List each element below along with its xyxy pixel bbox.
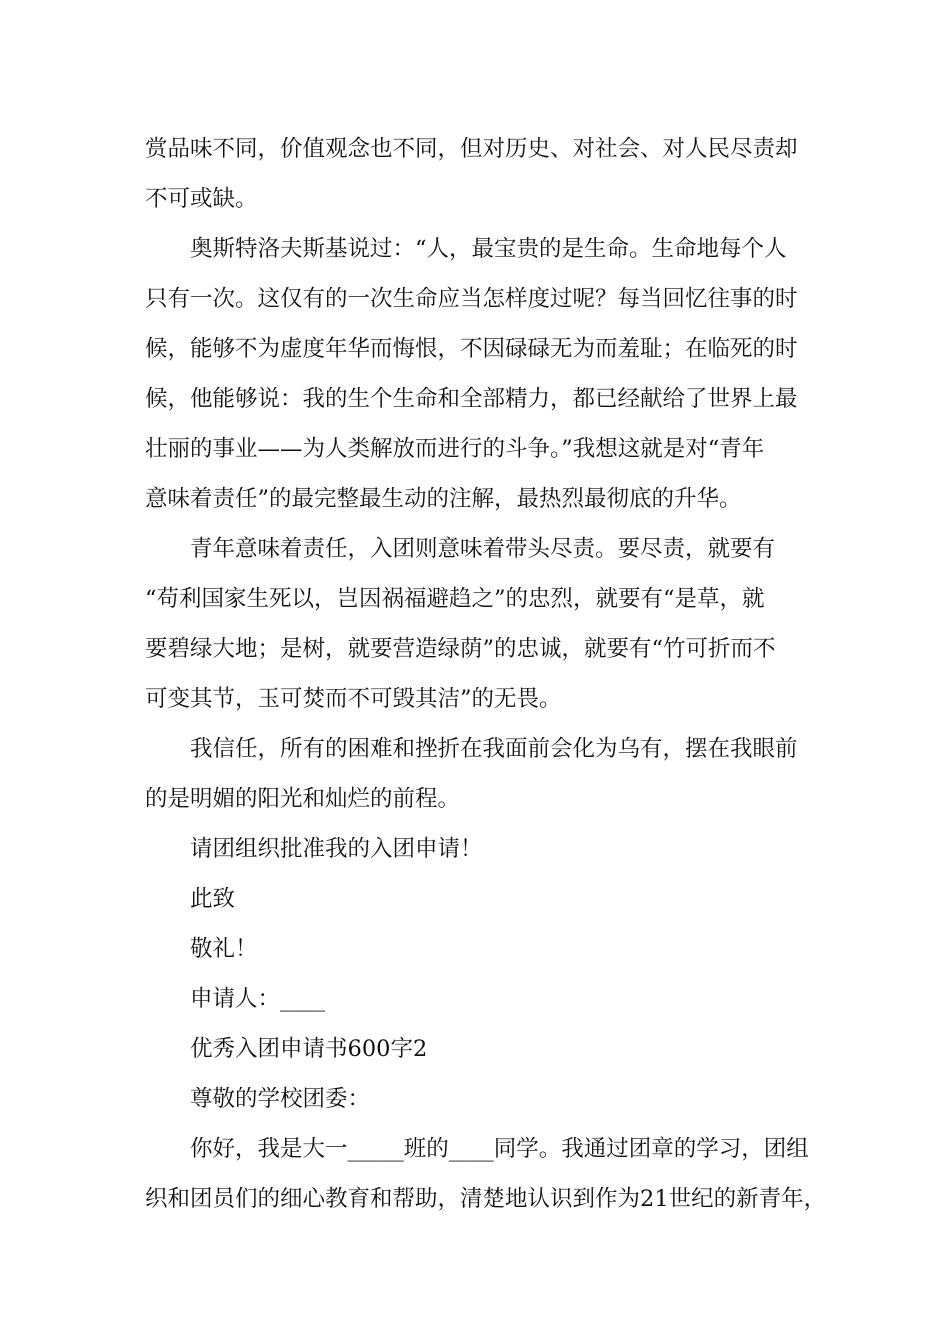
text-line: 请团组织批准我的入团申请！ bbox=[190, 836, 483, 862]
paragraph-youth-responsibility bbox=[145, 524, 830, 724]
closing-salutation bbox=[145, 874, 830, 924]
text-line: 申请人：____ bbox=[190, 986, 326, 1012]
text-line: 壮丽的事业——为人类解放而进行的斗争。”我想这就是对“青年 bbox=[145, 436, 765, 462]
text-line: 尊敬的学校团委： bbox=[190, 1086, 371, 1112]
closing-regards bbox=[145, 924, 830, 974]
text-line: 候，他能够说：我的生个生命和全部精力，都已经献给了世界上最 bbox=[145, 386, 798, 412]
text-line: 敬礼！ bbox=[190, 936, 258, 962]
text-line: 此致 bbox=[190, 886, 236, 912]
text-line: 的是明媚的阳光和灿烂的前程。 bbox=[145, 786, 461, 812]
section-heading bbox=[145, 1024, 830, 1074]
letter-greeting bbox=[145, 1074, 830, 1124]
applicant-signature bbox=[145, 974, 830, 1024]
text-line: 候，能够不为虚度年华而悔恨，不因碌碌无为而羞耻；在临死的时 bbox=[145, 336, 798, 362]
text-line: 我信任，所有的困难和挫折在我面前会化为乌有，摆在我眼前 bbox=[190, 736, 798, 762]
paragraph-introduction bbox=[145, 1124, 830, 1224]
paragraph-belief bbox=[145, 724, 830, 824]
document-body bbox=[145, 124, 830, 1224]
text-line: 织和团员们的细心教育和帮助，清楚地认识到作为21世纪的新青年， bbox=[145, 1186, 827, 1212]
text-line: 可变其节，玉可焚而不可毁其洁”的无畏。 bbox=[145, 686, 562, 712]
paragraph-request bbox=[145, 824, 830, 874]
text-line: 赏品味不同，价值观念也不同，但对历史、对社会、对人民尽责却 bbox=[145, 136, 798, 162]
paragraph-continuation bbox=[145, 124, 830, 224]
paragraph-ostrovsky-quote bbox=[145, 224, 830, 524]
text-line: 优秀入团申请书600字2 bbox=[190, 1036, 428, 1062]
text-line: 青年意味着责任，入团则意味着带头尽责。要尽责，就要有 bbox=[190, 536, 776, 562]
text-line: 要碧绿大地；是树，就要营造绿荫”的忠诚，就要有“竹可折而不 bbox=[145, 636, 776, 662]
text-line: 不可或缺。 bbox=[145, 186, 258, 212]
text-line: 你好，我是大一_____班的____同学。我通过团章的学习，团组 bbox=[190, 1136, 809, 1162]
text-line: 奥斯特洛夫斯基说过：“人，最宝贵的是生命。生命地每个人 bbox=[190, 236, 787, 262]
text-line: 意味着责任”的最完整最生动的注解，最热烈最彻底的升华。 bbox=[145, 486, 742, 512]
text-line: 只有一次。这仅有的一次生命应当怎样度过呢？每当回忆往事的时 bbox=[145, 286, 798, 312]
text-line: “苟利国家生死以，岂因祸福避趋之”的忠烈，就要有“是草，就 bbox=[145, 586, 765, 612]
